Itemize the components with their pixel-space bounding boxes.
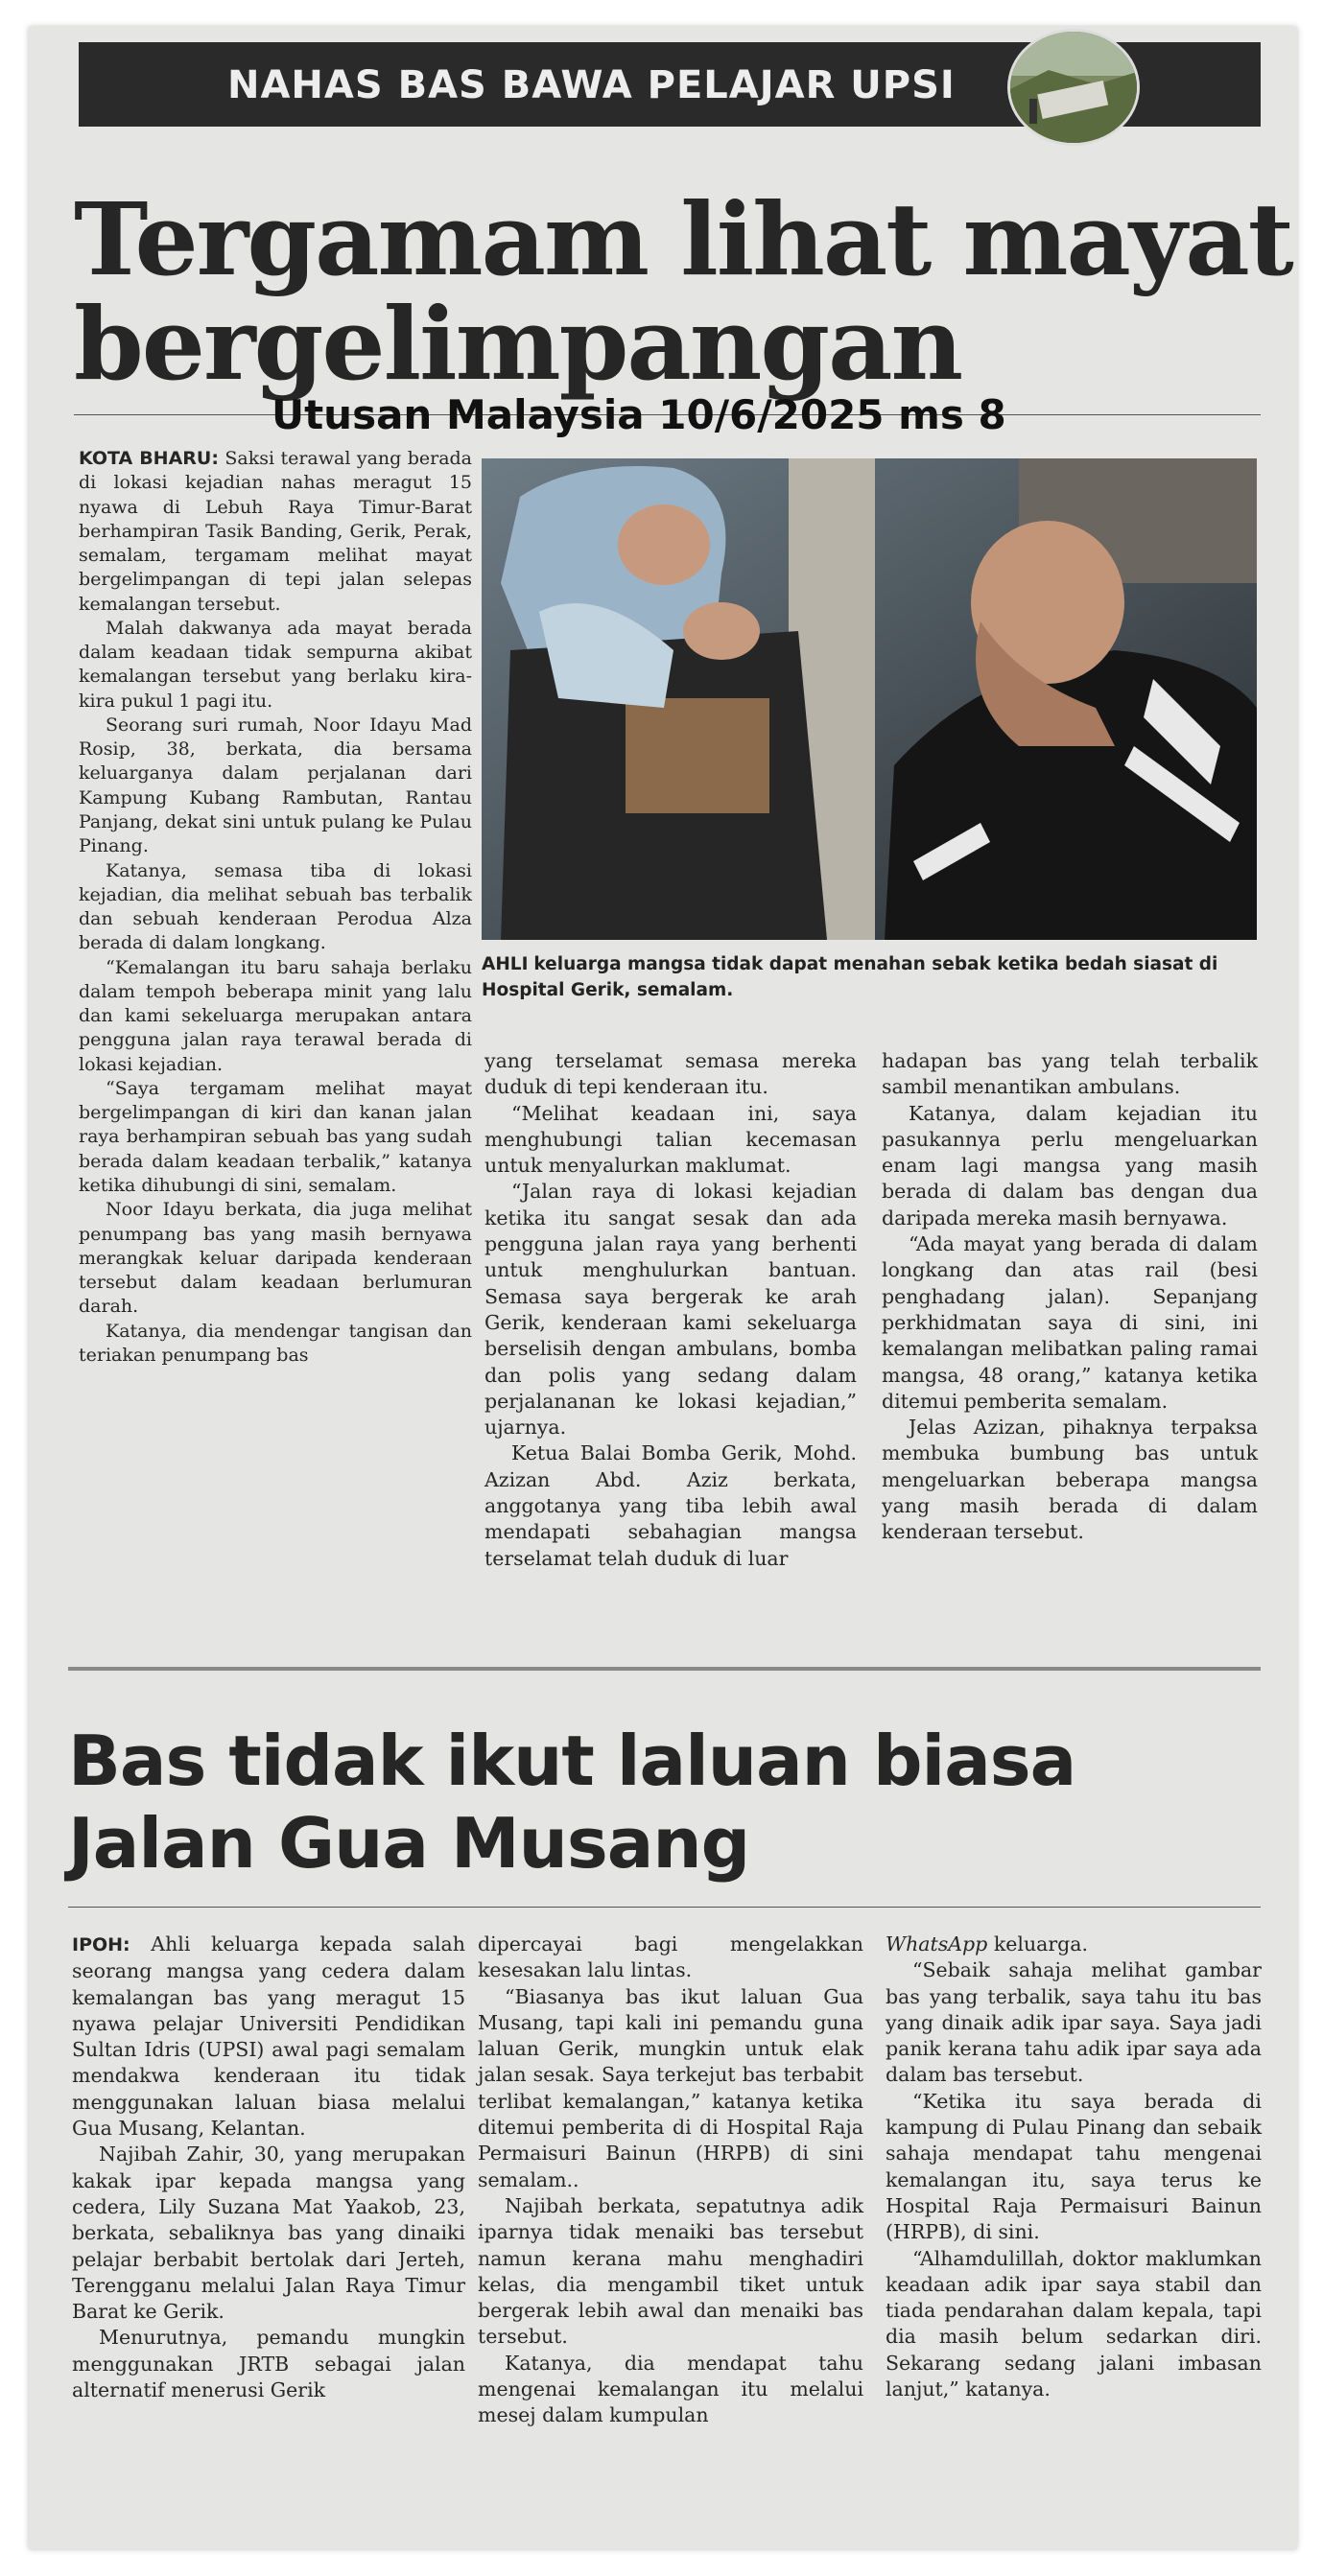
- story2-paragraph: Najibah Zahir, 30, yang merupakan kakak ipar kepada mangsa yang cedera, Lily Suzana Mat Yaakob, 23, berkata, sebaliknya bas yang dinaiki pelajar berbabit bertolak dari Jerteh, Terengganu melalui Jalan Raya Timur Barat ke Gerik.: [72, 2143, 465, 2324]
- story1-headline-line2: bergelimpangan: [74, 285, 962, 403]
- story1-paragraph: “Melihat keadaan ini, saya menghubungi talian kecemasan untuk menyalurkan maklumat.: [484, 1101, 857, 1178]
- photo-caption-lead: AHLI: [482, 954, 529, 974]
- story1-paragraph: Ketua Balai Bomba Gerik, Mohd. Azizan Abd. Aziz berkata, anggotanya yang tiba lebih awal mendapati sebahagian mangsa terselamat telah duduk di luar: [484, 1441, 857, 1570]
- story-separator: [68, 1667, 1261, 1671]
- headline-rule-2: [68, 1907, 1261, 1908]
- photo-caption-text: keluarga mangsa tidak dapat menahan sebak ketika bedah siasat di Hospital Gerik, semalam.: [482, 954, 1218, 1000]
- story1-paragraph: KOTA BHARU: Saksi terawal yang berada di lokasi kejadian nahas meragut 15 nyawa di Lebuh Raya Timur-Barat berhampiran Tasik Banding, Gerik, Perak, semalam, tergamam melihat mayat bergelimpangan di tepi jalan selepas kemalangan tersebut.: [79, 448, 473, 615]
- story1-paragraph: Noor Idayu berkata, dia juga melihat penumpang bas yang masih bernyawa merangkak keluar daripada kenderaan tersebut dalam keadaan berlumuran darah.: [79, 1199, 472, 1318]
- story2-paragraph: dipercayai bagi mengelakkan kesesakan lalu lintas.: [478, 1932, 863, 1982]
- story2-column-3: [886, 1932, 1262, 2402]
- story2-paragraph: “Ketika itu saya berada di kampung di Pulau Pinang dan sebaik sahaja mendapat tahu mengenai kemalangan itu, saya terus ke Hospital Raja Permaisuri Bainun (HRPB), di sini.: [886, 2089, 1262, 2244]
- story1-column-2: [484, 1048, 857, 1572]
- story2-headline-line1: Bas tidak ikut laluan biasa: [68, 1721, 1076, 1801]
- story1-paragraph: “Saya tergamam melihat mayat bergelimpangan di kiri dan kanan jalan raya berhampiran sebuah bas yang sudah berada dalam keadaan terbalik,” katanya ketika dihubungi di sini, semalam.: [79, 1077, 472, 1196]
- section-banner-text: NAHAS BAS BAWA PELAJAR UPSI: [227, 63, 956, 107]
- story2-paragraph: WhatsApp keluarga.: [886, 1932, 1089, 1955]
- story1-paragraph: “Jalan raya di lokasi kejadian ketika itu sangat sesak dan ada pengguna jalan raya yang berhenti untuk menghulurkan bantuan. Semasa saya bergerak ke arah Gerik, kenderaan kami sekeluarga berselisih dengan ambulans, bomba dan polis yang sedang dalam perjalananan ke lokasi kejadian,” ujarnya.: [484, 1180, 857, 1440]
- story1-column-3: [882, 1048, 1258, 1546]
- story1-column-1: [79, 447, 472, 1368]
- story2-paragraph: “Biasanya bas ikut laluan Gua Musang, tapi kali ini pemandu guna laluan Gerik, mungkin untuk elak jalan sesak. Saya terkejut bas terbabit terlibat kemalangan,” katanya ketika ditemui pemberita di di Hospital Raja Permaisuri Bainun (HRPB) di sini semalam..: [478, 1984, 863, 2191]
- story1-paragraph: Jelas Azizan, pihaknya terpaksa membuka bumbung bas untuk mengeluarkan beberapa mangsa yang masih berada di dalam kenderaan tersebut.: [882, 1416, 1258, 1544]
- story2-paragraph: Menurutnya, pemandu mungkin menggunakan JRTB sebagai jalan alternatif menerusi Gerik: [72, 2326, 465, 2402]
- story1-paragraph: Katanya, dalam kejadian itu pasukannya perlu mengeluarkan enam lagi mangsa yang masih berada di dalam bas dengan dua daripada mereka masih bernyawa.: [882, 1101, 1258, 1229]
- story2-paragraph: IPOH: Ahli keluarga kepada salah seorang mangsa yang cedera dalam kemalangan bas yang meragut 15 nyawa pelajar Universiti Pendidikan Sultan Idris (UPSI) awal pagi semalam mendakwa kenderaan itu tidak menggunakan laluan biasa melalui Gua Musang, Kelantan.: [72, 1932, 465, 2141]
- story1-paragraph: Katanya, semasa tiba di lokasi kejadian, dia melihat sebuah bas terbalik dan sebuah kenderaan Perodua Alza berada di dalam longkang.: [79, 859, 472, 954]
- photo-caption: [482, 951, 1257, 1003]
- story1-dateline: KOTA BHARU:: [79, 448, 219, 469]
- story2-paragraph: “Sebaik sahaja melihat gambar bas yang terbalik, saya tahu itu bas yang dinaik adik ipar saya. Saya jadi panik kerana tahu adik ipar saya ada dalam bas tersebut.: [886, 1958, 1262, 2087]
- banner-thumbnail-photo: [1007, 29, 1140, 146]
- story2-paragraph: Najibah berkata, sepatutnya adik iparnya tidak menaiki bas tersebut namun kerana mahu menghadiri kelas, dia mengambil tiket untuk bergerak lebih awal dan menaiki bas tersebut.: [478, 2193, 863, 2349]
- story1-paragraph: hadapan bas yang telah terbalik sambil menantikan ambulans.: [882, 1049, 1258, 1099]
- story2-paragraph: “Alhamdulillah, doktor maklumkan keadaan adik ipar saya stabil dan tiada pendarahan dalam kepala, tapi dia masih belum sedarkan diri. Sekarang sedang jalani imbasan lanjut,” katanya.: [886, 2246, 1262, 2401]
- story2-headline-line2: Jalan Gua Musang: [68, 1803, 750, 1884]
- story1-paragraph: Katanya, dia mendengar tangisan dan teriakan penumpang bas: [79, 1320, 472, 1366]
- story2-dateline: IPOH:: [72, 1934, 130, 1955]
- story2-column-1: [72, 1932, 465, 2403]
- story1-paragraph: “Ada mayat yang berada di dalam longkang dan atas rail (besi penghadang jalan). Sepanjang perkhidmatan saya di sini, ini kemalangan melibatkan paling ramai mangsa, 48 orang,” katanya ketika ditemui pemberita semalam.: [882, 1232, 1258, 1413]
- story1-paragraph: yang terselamat semasa mereka duduk di tepi kenderaan itu.: [484, 1049, 857, 1099]
- story2-paragraph: Katanya, dia mendapat tahu mengenai kemalangan itu melalui mesej dalam kumpulan: [478, 2351, 863, 2427]
- story1-paragraph: Seorang suri rumah, Noor Idayu Mad Rosip, 38, berkata, dia bersama keluarganya dalam perjalanan dari Kampung Kubang Rambutan, Rantau Panjang, dekat sini untuk pulang ke Pulau Pinang.: [79, 714, 472, 857]
- source-stamp: Utusan Malaysia 10/6/2025 ms 8: [272, 391, 1006, 438]
- story2-column-2: [478, 1932, 863, 2429]
- story1-paragraph: “Kemalangan itu baru sahaja berlaku dalam tempoh beberapa minit yang lalu dan kami sekeluarga merupakan antara pengguna jalan raya terawal berada di lokasi kejadian.: [79, 956, 472, 1075]
- newspaper-clipping: [29, 27, 1297, 2549]
- story1-paragraph: Malah dakwanya ada mayat berada dalam keadaan tidak sempurna akibat kemalangan tersebut yang berlaku kira-kira pukul 1 pagi itu.: [79, 617, 472, 712]
- story1-headline-line1: Tergamam lihat mayat: [74, 180, 1292, 298]
- mourning-relatives-photo: [482, 458, 1257, 940]
